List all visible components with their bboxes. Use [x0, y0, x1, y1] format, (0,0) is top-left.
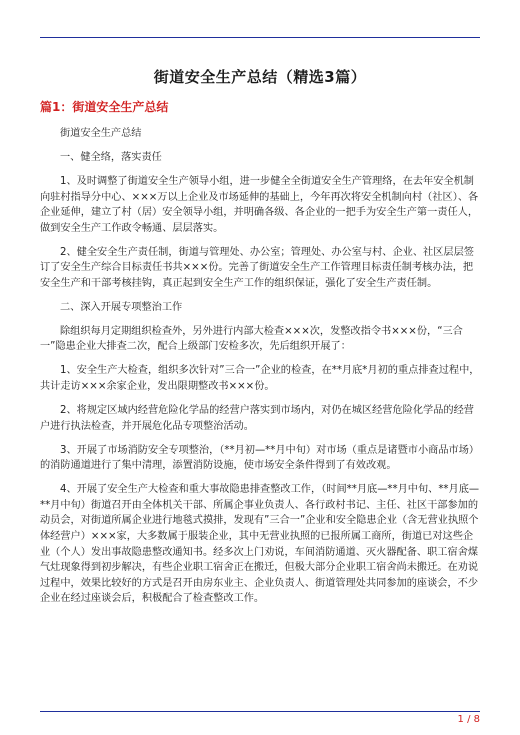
paragraph: 4、开展了安全生产大检查和重大事故隐患排查整改工作，（时间**月底—**月中旬、**月底—**月中旬）街道召开由全体机关干部、所属企事业负责人、各行政村书记、主任、社区干部参加的动员会，对街道所属企业进行地毯式摸排，发现有”三合一”企业和安全隐患企业（含无营业执照个体经营户）×××家，大多数属于服装企业，其中无营业执照的已报所属工商所，街道已对这些企业（个人）发出事故隐患整改通知书。经多次上门劝说，车间消防通道、灭火器配备、职工宿舍煤气灶现象得到初步解决，有些企业职工宿舍正在搬迁，但极大部分企业职工宿舍尚未搬迁。在劝说过程中，效果比较好的方式是召开由房东业主、企业负责人、街道管理处共同参加的座谈会，不少企业在经过座谈会后，积极配合了检查整改工作。	[40, 484, 480, 605]
top-rule	[40, 37, 480, 38]
paragraph: 2、将规定区域内经营危险化学品的经营户落实到市场内，对仍在城区经营危险化学品的经营户进行执法检查，并开展危化品专项整治活动。	[40, 405, 474, 432]
heading-two: 二、深入开展专项整治工作	[60, 301, 183, 313]
paragraph: 3、开展了市场消防安全专项整治，（**月初—**月中旬）对市场（重点是诸暨市小商品市场）的消防通道进行了集中清理，添置消防设施，使市场安全条件得到了有效改观。	[40, 444, 480, 472]
section-heading: 篇1：街道安全生产总结	[40, 100, 169, 114]
heading-one: 一、健全络，落实责任	[60, 151, 162, 163]
body-subtitle: 街道安全生产总结	[60, 128, 142, 139]
bottom-rule	[40, 711, 480, 712]
document-title: 街道安全生产总结（精选3篇）	[153, 68, 367, 86]
paragraph: 2、健全安全生产责任制，街道与管理处、办公室；管理处、办公室与村、企业、社区层层签订了安全生产综合目标责任书共×××份。完善了街道安全生产工作管理目标责任制考核办法，把安全生产和干部考核挂钩，真正起到安全生产工作的组织保证，强化了安全生产责任制。	[40, 246, 474, 289]
paragraph: 1、安全生产大检查，组织多次针对”三合一”企业的检查，在**月底*月初的重点排查过程中，共计走访×××余家企业，发出限期整改书×××份。	[40, 365, 480, 393]
paragraph: 1、及时调整了街道安全生产领导小组，进一步健全全街道安全生产管理络，在去年安全机制向驻村指导分中心、×××万以上企业及市场延伸的基础上，今年再次将安全机制向村（社区）、各企业延伸，建立了村（居）安全领导小组，并明确各级、各企业的一把手为安全生产第一责任人，做到安全生产工作政令畅通、层层落实。	[40, 175, 479, 234]
page-indicator: 1 / 8	[457, 714, 480, 725]
paragraph: 除组织每月定期组织检查外，另外进行内部大检查×××次，发整改指令书×××份，“三合一”隐患企业大排查二次，配合上级部门安检多次，先后组织开展了：	[40, 325, 463, 353]
document-body	[40, 126, 480, 615]
